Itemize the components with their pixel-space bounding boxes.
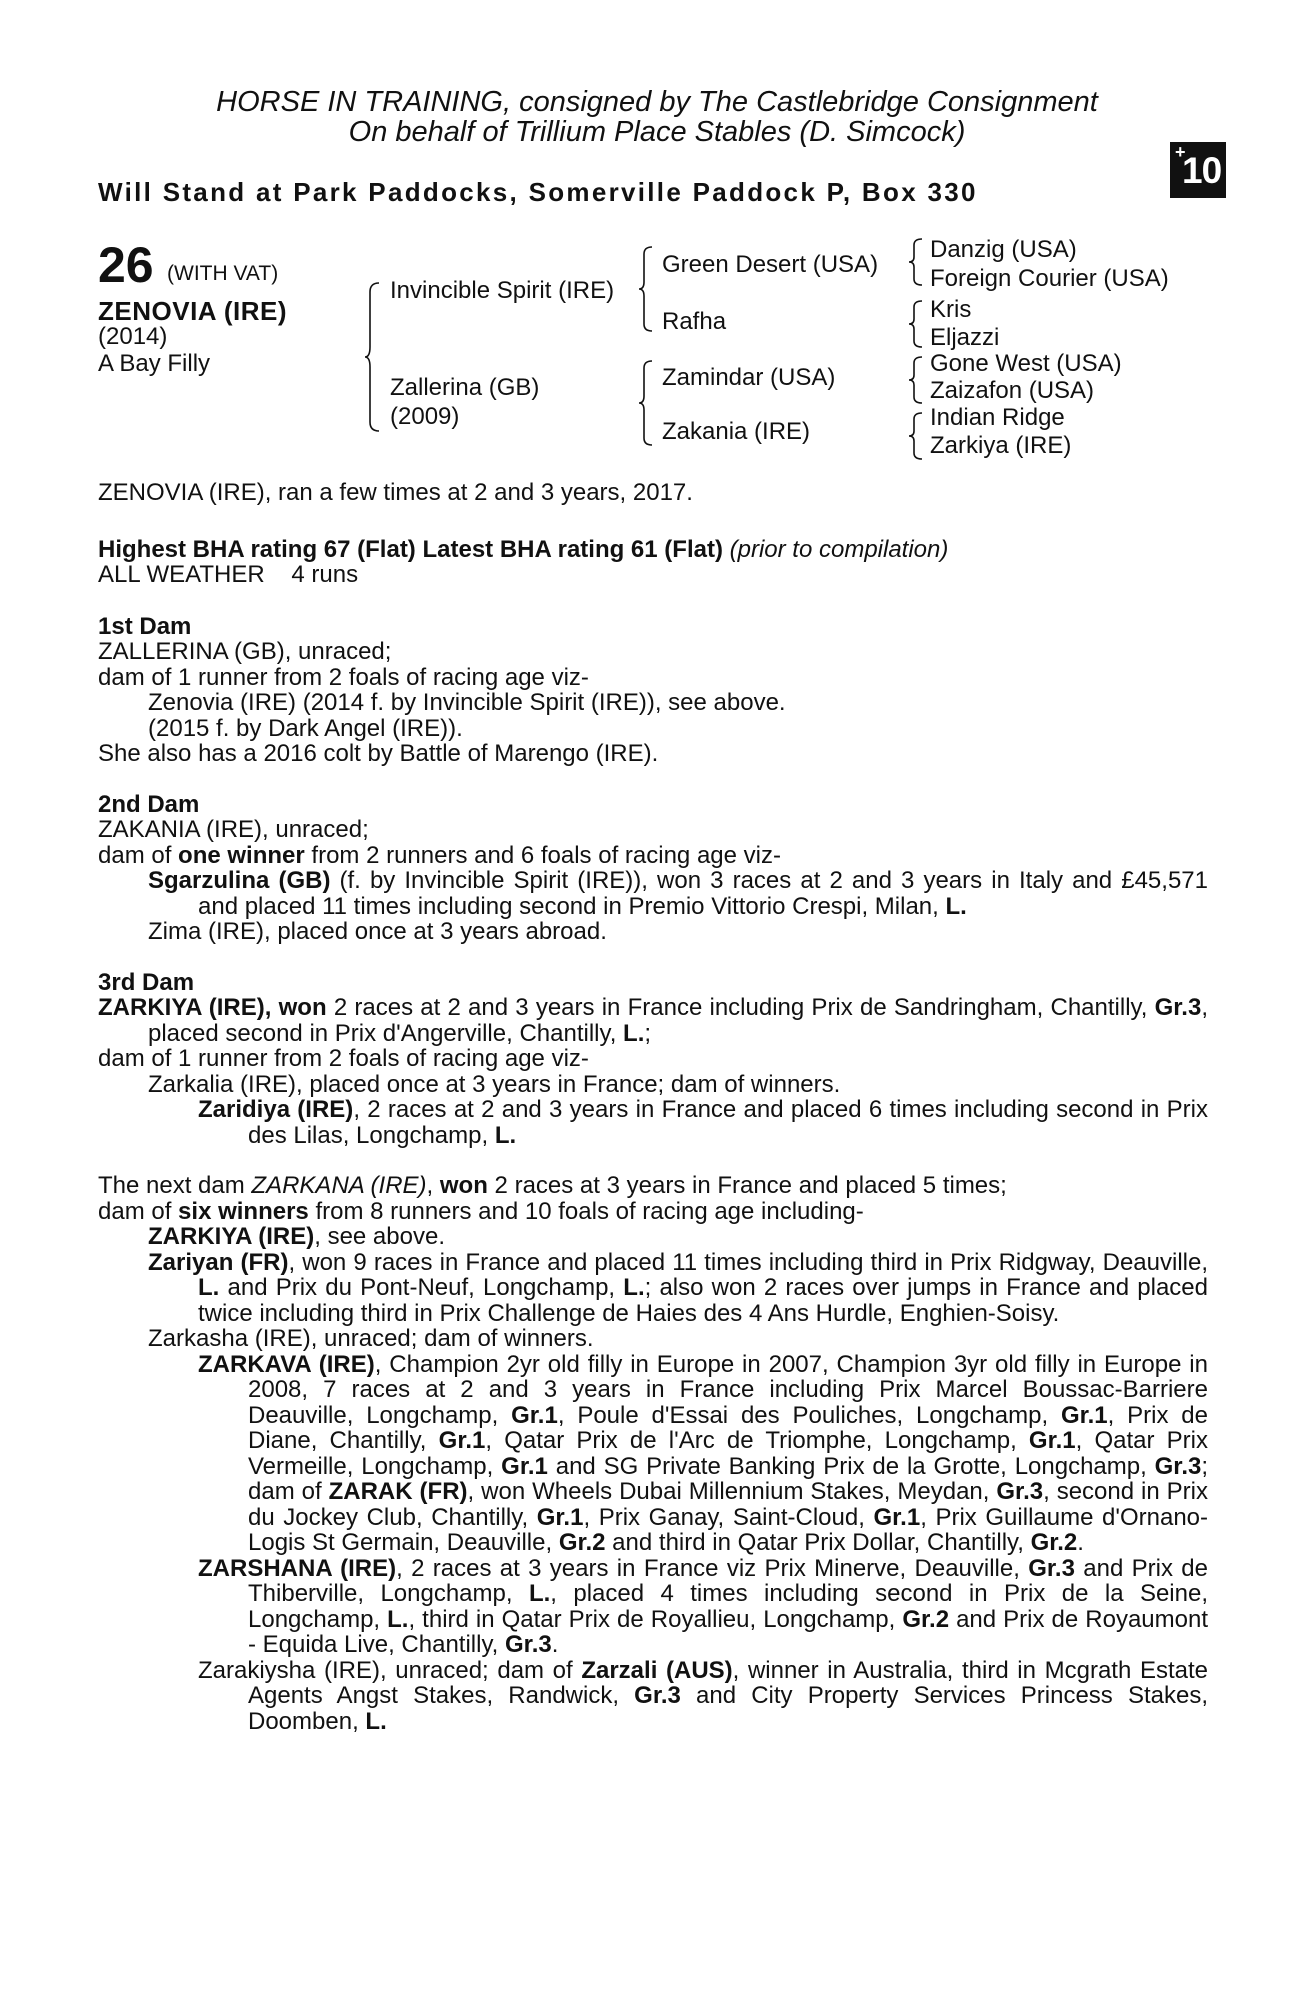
stand-location: Will Stand at Park Paddocks, Somerville Paddock P, Box 330 [98, 177, 978, 207]
pedigree-dsd: Zaizafon (USA) [930, 377, 1095, 404]
winner-name: Sgarzulina (GB) [148, 867, 331, 894]
first-dam-child2: (2015 f. by Dark Angel (IRE)). [148, 714, 463, 742]
pedigree-bracket-sire [640, 246, 654, 332]
pedigree-sds: Kris [930, 296, 972, 323]
pedigree-ds: Zamindar (USA) [662, 364, 836, 391]
next-dam-child-zarkiya: ZARKIYA (IRE), see above. [148, 1223, 445, 1250]
pedigree-sire: Invincible Spirit (IRE) [390, 277, 615, 304]
lot-number: 26 [98, 237, 154, 293]
on-behalf-line: On behalf of Trillium Place Stables (D. Simcock) [348, 116, 966, 148]
pedigree-bracket-ss [910, 238, 924, 286]
vat-badge-plus: + [1175, 142, 1186, 162]
pedigree-sd: Rafha [662, 308, 727, 335]
third-dam-heading: 3rd Dam [98, 968, 195, 996]
first-dam-line2: dam of 1 runner from 2 foals of racing age viz- [98, 663, 589, 691]
third-dam-line2: dam of 1 runner from 2 foals of racing age viz- [98, 1045, 589, 1072]
all-weather-line: ALL WEATHER 4 runs [98, 561, 359, 588]
first-dam-child1: Zenovia (IRE) (2014 f. by Invincible Spirit (IRE)), see above. [148, 689, 786, 716]
pedigree-bracket-dam [640, 360, 654, 446]
next-dam-child-zariyan: Zariyan (FR), won 9 races in France and placed 11 times including third in Prix Ridgway, Deauville, L. and Prix du Pont-Neuf, Longchamp, L.; also won 2 races over jumps in France and placed twice including third in Prix Challenge de Haies des 4 Ans Hurdle, Enghien-Soisy. [148, 1248, 1209, 1327]
next-dam-grandchild-zarakiysha: Zarakiysha (IRE), unraced; dam of Zarzali (AUS), winner in Australia, third in Mcgrath Estate Agents Angst Stakes, Randwick, Gr.3 and City Property Services Princess Stakes, Doomben, L. [198, 1656, 1208, 1735]
pedigree-bracket-main [367, 282, 381, 432]
pedigree-bracket-dd [910, 412, 924, 460]
third-dam-line1: ZARKIYA (IRE), won 2 races at 2 and 3 years in France including Prix de Sandringham, Chantilly, Gr.3, placed second in Prix d'Angerville, Chantilly, L.; [98, 994, 1208, 1047]
first-dam-heading: 1st Dam [98, 612, 192, 640]
next-dam-line1: The next dam ZARKANA (IRE), won 2 races at 3 years in France and placed 5 times; [98, 1172, 1007, 1199]
next-dam-grandchild-zarkava: ZARKAVA (IRE), Champion 2yr old filly in Europe in 2007, Champion 3yr old filly in Europe in 2008, 7 races at 2 and 3 years in France including Prix Marcel Boussac-Barriere Deauville, Longchamp, Gr.1, Poule d'Essai des Pouliches, Longchamp, Gr.1, Prix de Diane, Chantilly, Gr.1, Qatar Prix de l'Arc de Triomphe, Longchamp, Gr.1, Qatar Prix Vermeille, Longchamp, Gr.1 and SG Private Banking Prix de la Grotte, Longchamp, Gr.3; dam of ZARAK (FR), won Wheels Dubai Millennium Stakes, Meydan, Gr.3, second in Prix du Jockey Club, Chantilly, Gr.1, Prix Ganay, Saint-Cloud, Gr.1, Prix Guillaume d'Ornano-Logis St Germain, Deauville, Gr.2 and third in Qatar Prix Dollar, Chantilly, Gr.2. [198, 1350, 1209, 1556]
next-dam-grandchild-zarshana: ZARSHANA (IRE), 2 races at 3 years in France viz Prix Minerve, Deauville, Gr.3 and Prix de Thiberville, Longchamp, L., placed 4 times including second in Prix de la Seine, Longchamp, L., third in Qatar Prix de Royallieu, Longchamp, Gr.2 and Prix de Royaumont - Equida Live, Chantilly, Gr.3. [198, 1554, 1208, 1658]
pedigree-dam: Zallerina (GB) [390, 374, 540, 401]
horse-description: A Bay Filly [98, 350, 211, 377]
third-dam-grandchild: Zaridiya (IRE), 2 races at 2 and 3 years in France and placed 6 times including second in Prix des Lilas, Longchamp, L. [198, 1096, 1209, 1149]
winner-name: ZARKIYA (IRE) [98, 994, 265, 1021]
pedigree-dam-year: (2009) [390, 403, 460, 430]
pedigree-sdd: Eljazzi [930, 324, 1000, 351]
rating-note: (prior to compilation) [729, 535, 949, 563]
rating-line [98, 537, 1208, 563]
pedigree-sss: Danzig (USA) [930, 236, 1077, 263]
vat-badge [1170, 142, 1226, 198]
pedigree-dds: Indian Ridge [930, 404, 1065, 431]
rating-bold: Highest BHA rating 67 (Flat) Latest BHA rating 61 (Flat) [98, 535, 723, 563]
first-dam-line3: She also has a 2016 colt by Battle of Marengo (IRE). [98, 740, 659, 767]
consignor-line: HORSE IN TRAINING, consigned by The Castlebridge Consignment [216, 86, 1098, 118]
first-dam-line1: ZALLERINA (GB), unraced; [98, 638, 392, 665]
pedigree-dss: Gone West (USA) [930, 350, 1122, 377]
second-dam-child2: Zima (IRE), placed once at 3 years abroad. [148, 918, 607, 945]
race-record: ZENOVIA (IRE), ran a few times at 2 and 3 years, 2017. [98, 479, 693, 506]
pedigree-ssd: Foreign Courier (USA) [930, 265, 1169, 292]
vat-badge-number: 10 [1182, 150, 1222, 191]
pedigree-bracket-ds [910, 356, 924, 404]
pedigree-dd: Zakania (IRE) [662, 418, 811, 445]
second-dam-line1: ZAKANIA (IRE), unraced; [98, 816, 369, 843]
third-dam-child1: Zarkalia (IRE), placed once at 3 years in France; dam of winners. [148, 1070, 841, 1098]
next-dam-line2: dam of six winners from 8 runners and 10 foals of racing age including- [98, 1197, 864, 1225]
second-dam-line2: dam of one winner from 2 runners and 6 foals of racing age viz- [98, 841, 781, 869]
pedigree-bracket-sd [910, 300, 924, 348]
horse-year: (2014) [98, 323, 168, 350]
lot-body [98, 480, 1208, 1734]
pedigree-ss: Green Desert (USA) [662, 251, 879, 278]
second-dam-heading: 2nd Dam [98, 790, 200, 818]
next-dam-child-zarkasha: Zarkasha (IRE), unraced; dam of winners. [148, 1325, 594, 1352]
lot-vat: (WITH VAT) [167, 262, 279, 285]
horse-name: ZENOVIA (IRE) [98, 296, 287, 326]
pedigree-ddd: Zarkiya (IRE) [930, 432, 1072, 459]
winner-name: Zaridiya (IRE) [198, 1096, 354, 1123]
second-dam-child1: Sgarzulina (GB) (f. by Invincible Spirit (IRE)), won 3 races at 2 and 3 years in Italy and £45,571 and placed 11 times including second in Premio Vittorio Crespi, Milan, L. [148, 867, 1208, 920]
